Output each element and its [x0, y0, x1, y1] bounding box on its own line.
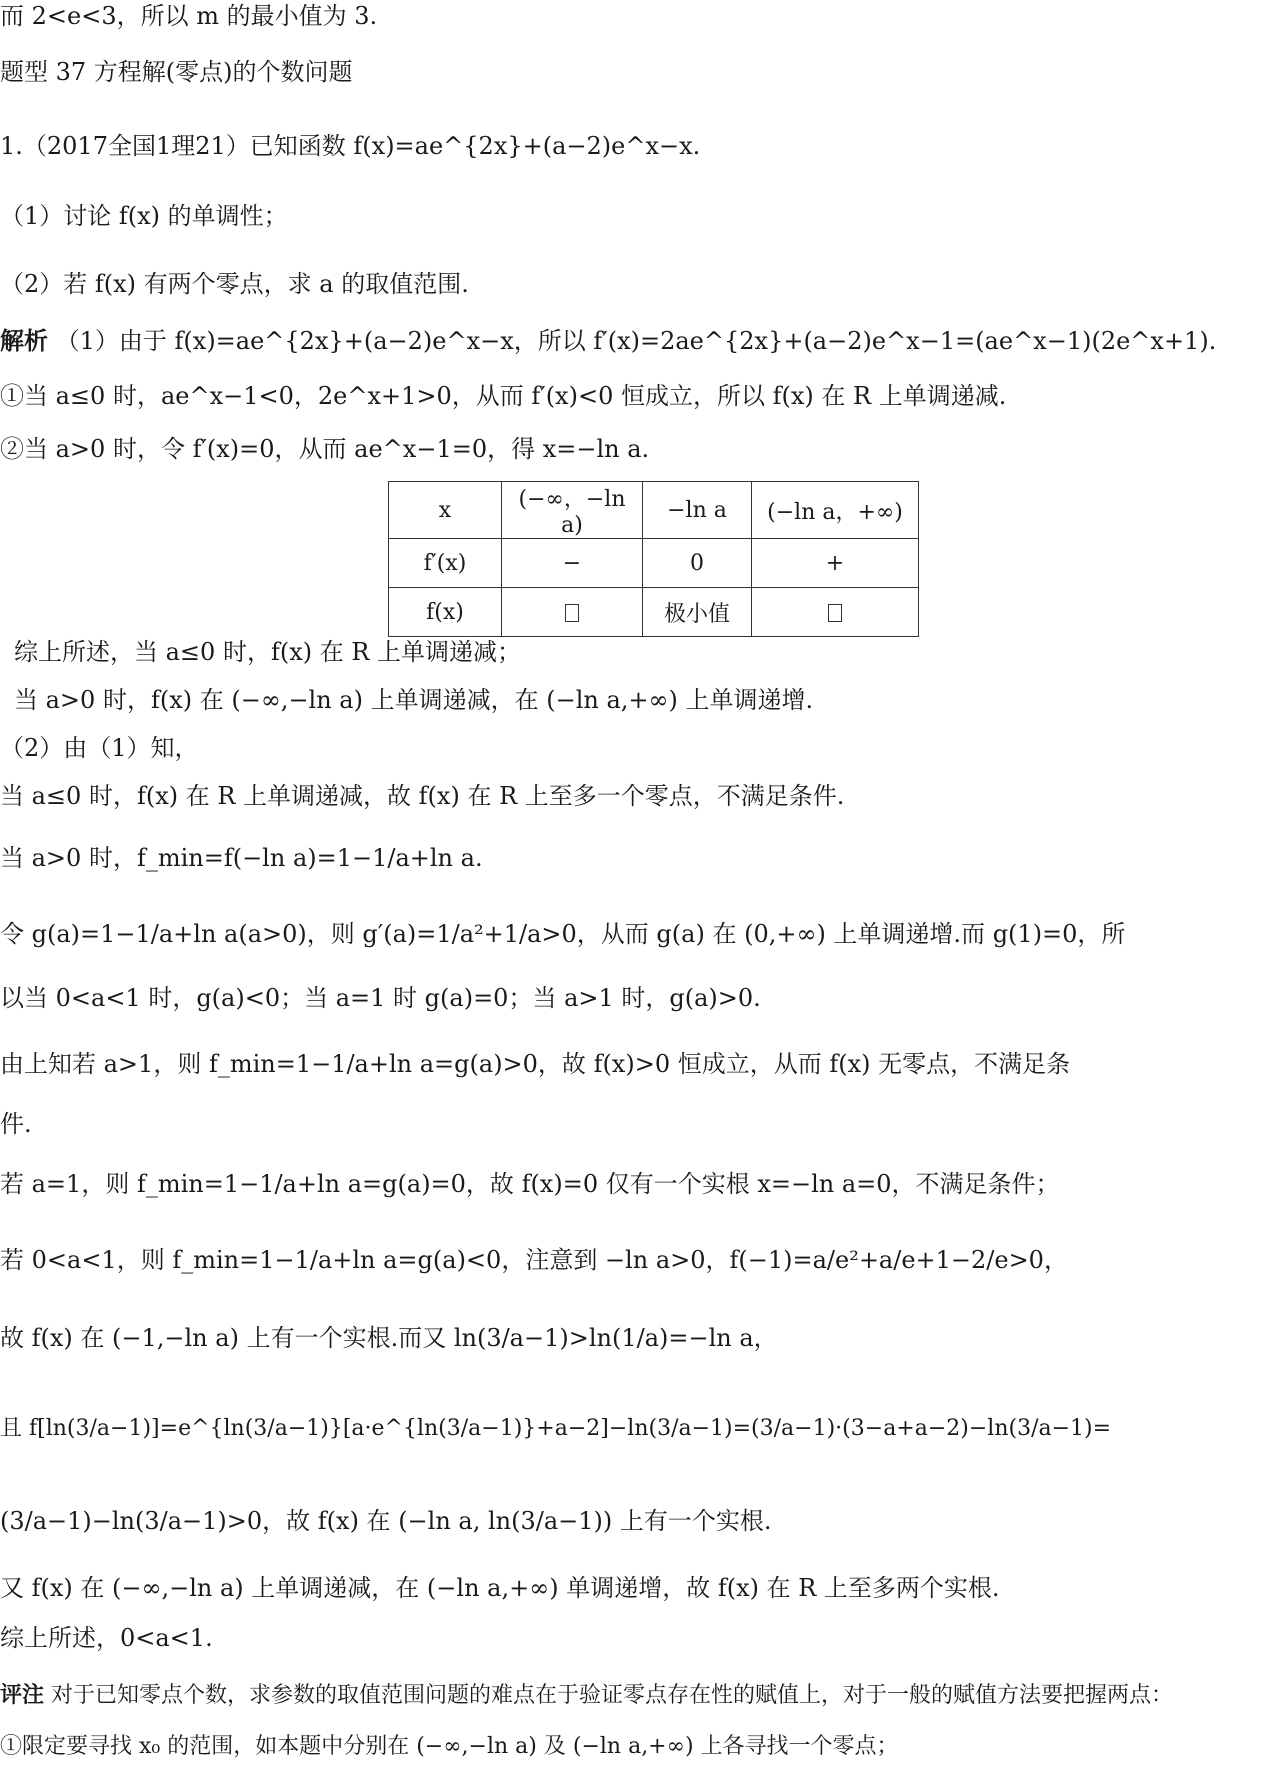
remark-label: 评注: [0, 1682, 45, 1708]
remark-1: 对于已知零点个数，求参数的取值范围问题的难点在于验证零点存在性的赋值上，对于一般的赋值方法要把握两点：: [51, 1683, 1174, 1708]
table-header-cell: (−∞，−ln a): [502, 482, 643, 539]
case-2: ②当 a>0 时，令 f′(x)=0，从而 ae^x−1=0，得 x=−ln a.: [0, 435, 650, 463]
problem-statement: 1.（2017全国1理21）已知函数 f(x)=ae^{2x}+(a−2)e^x−x.: [0, 132, 701, 160]
part2-line-2: 当 a>0 时，f_min=f(−ln a)=1−1/a+ln a.: [0, 844, 483, 872]
remark-2: ①限定要寻找 x₀ 的范围，如本题中分别在 (−∞,−ln a) 及 (−ln a,+∞) 上各寻找一个零点；: [0, 1734, 899, 1759]
part2-line-5: 由上知若 a>1，则 f_min=1−1/a+ln a=g(a)>0，故 f(x)>0 恒成立，从而 f(x) 无零点，不满足条: [0, 1050, 1071, 1078]
summary-2: 当 a>0 时，f(x) 在 (−∞,−ln a) 上单调递减，在 (−ln a,+∞) 上单调递增.: [14, 686, 814, 714]
part2-line-6: 件.: [0, 1110, 32, 1138]
part-2: （2）若 f(x) 有两个零点，求 a 的取值范围.: [0, 270, 469, 298]
table-header-cell: (−ln a，+∞): [752, 482, 919, 539]
remark-line: [0, 1679, 1280, 1712]
table-cell: f′(x): [389, 539, 502, 588]
table-cell: [752, 588, 919, 637]
part2-line-8: 若 0<a<1，则 f_min=1−1/a+ln a=g(a)<0，注意到 −ln a>0，f(−1)=a/e²+a/e+1−2/e>0，: [0, 1246, 1068, 1274]
summary-1: 综上所述，当 a≤0 时，f(x) 在 R 上单调递减；: [14, 638, 522, 666]
table-cell: −: [502, 539, 643, 588]
heading: 题型 37 方程解(零点)的个数问题: [0, 58, 353, 86]
part2-intro: （2）由（1）知，: [0, 734, 199, 762]
part2-conclusion: 综上所述，0<a<1.: [0, 1624, 213, 1652]
text-line-1: 而 2<e<3，所以 m 的最小值为 3.: [0, 2, 378, 30]
part2-line-1: 当 a≤0 时，f(x) 在 R 上单调递减，故 f(x) 在 R 上至多一个零点，不满足条件.: [0, 782, 845, 810]
part2-line-3: 令 g(a)=1−1/a+ln a(a>0)，则 g′(a)=1/a²+1/a>0，从而 g(a) 在 (0,+∞) 上单调递增.而 g(1)=0，所: [0, 920, 1126, 948]
solution-label: 解析: [0, 326, 48, 355]
part-1: （1）讨论 f(x) 的单调性；: [0, 202, 288, 230]
part2-line-7: 若 a=1，则 f_min=1−1/a+ln a=g(a)=0，故 f(x)=0 仅有一个实根 x=−ln a=0，不满足条件；: [0, 1170, 1060, 1198]
solution-1: （1）由于 f(x)=ae^{2x}+(a−2)e^x−x，所以 f′(x)=2ae^{2x}+(a−2)e^x−1=(ae^x−1)(2e^x+1).: [55, 327, 1217, 355]
table-cell: [502, 588, 643, 637]
solution-1-line: [0, 325, 1280, 357]
case-1: ①当 a≤0 时，ae^x−1<0，2e^x+1>0，从而 f′(x)<0 恒成立，所以 f(x) 在 R 上单调递减.: [0, 382, 1007, 410]
table-cell: f(x): [389, 588, 502, 637]
table-header-cell: x: [389, 482, 502, 539]
part2-line-4: 以当 0<a<1 时，g(a)<0；当 a=1 时 g(a)=0；当 a>1 时，g(a)>0.: [0, 984, 761, 1012]
table-cell: 0: [643, 539, 752, 588]
part2-line-12: 又 f(x) 在 (−∞,−ln a) 上单调递减，在 (−ln a,+∞) 单调递增，故 f(x) 在 R 上至多两个实根.: [0, 1574, 1000, 1602]
table-header-cell: −ln a: [643, 482, 752, 539]
part2-line-9: 故 f(x) 在 (−1,−ln a) 上有一个实根.而又 ln(3/a−1)>ln(1/a)=−ln a，: [0, 1324, 778, 1352]
part2-line-10: 且 f[ln(3/a−1)]=e^{ln(3/a−1)}[a·e^{ln(3/a−1)}+a−2]−ln(3/a−1)=(3/a−1)·(3−a+a−2)−ln(3/a−1)=: [0, 1416, 1112, 1441]
decreasing-arrow-icon: [565, 604, 579, 622]
table-cell: 极小值: [643, 588, 752, 637]
table-cell: +: [752, 539, 919, 588]
part2-line-11: (3/a−1)−ln(3/a−1)>0，故 f(x) 在 (−ln a, ln(3/a−1)) 上有一个实根.: [0, 1507, 772, 1535]
sign-table: [388, 481, 919, 637]
increasing-arrow-icon: [828, 604, 842, 622]
